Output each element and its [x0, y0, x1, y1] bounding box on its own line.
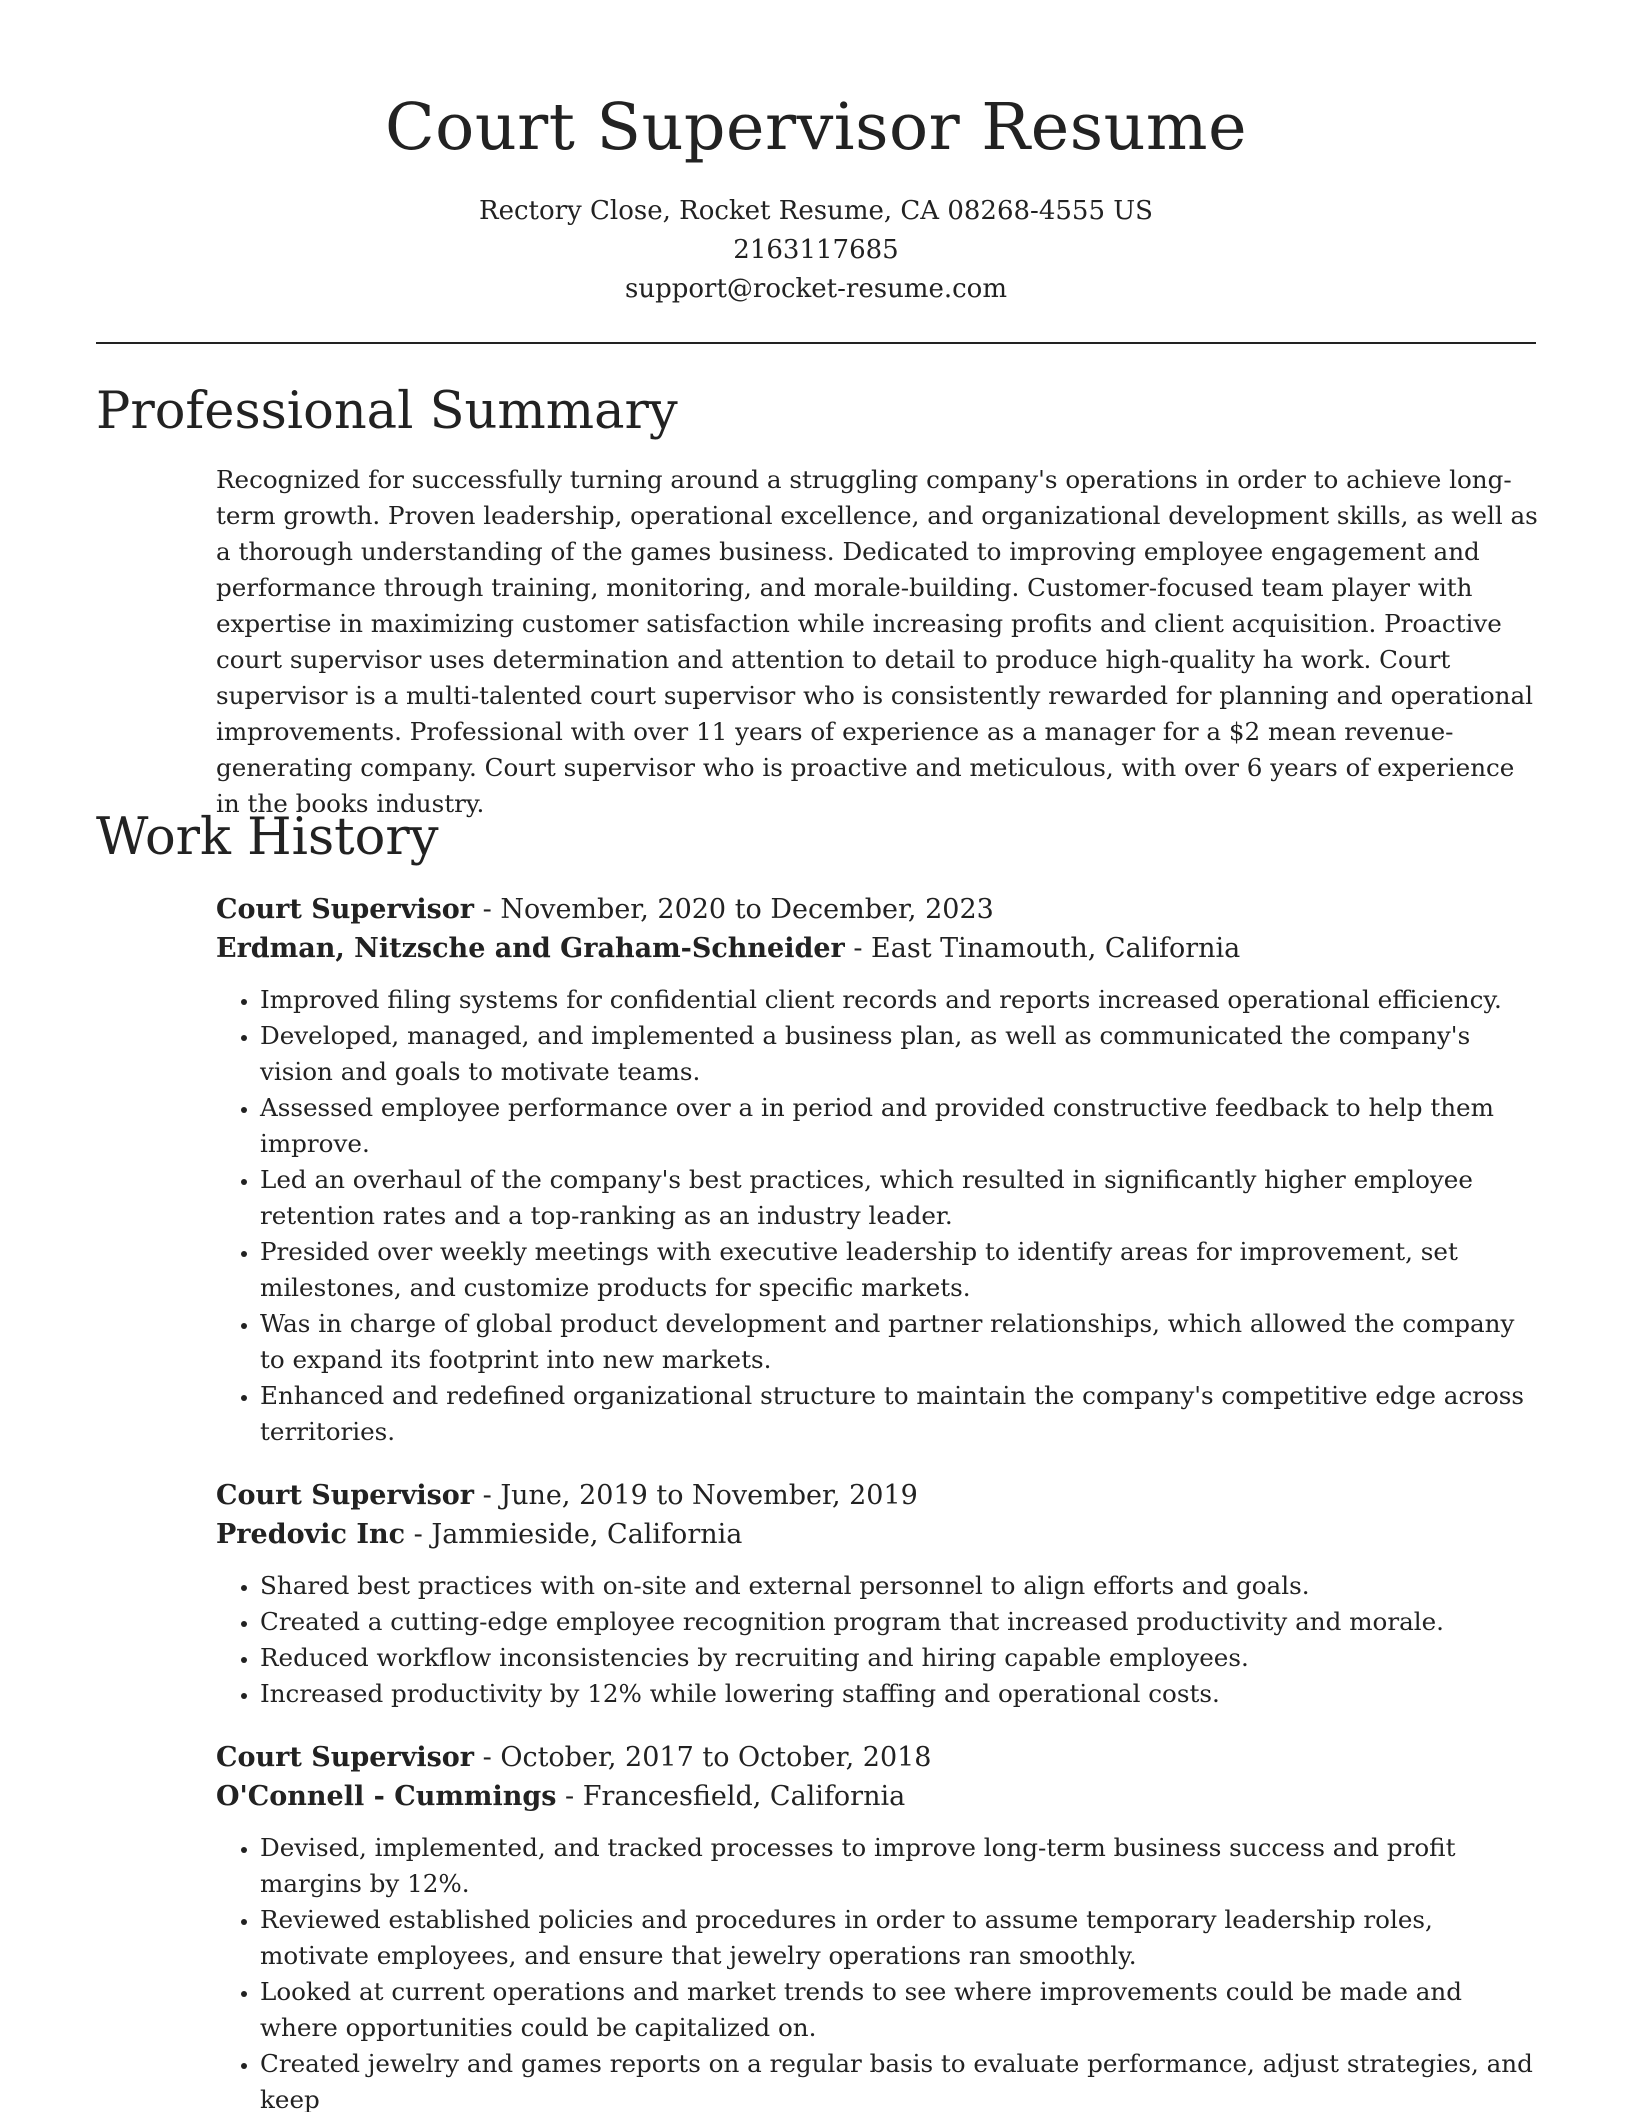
job-company-line — [216, 1777, 1538, 1816]
job-title: Court Supervisor — [216, 894, 475, 925]
job-bullet: • Looked at current operations and market trends to see where improvements could be made and where opportunities could be capitalized on. — [260, 1974, 1538, 2046]
header-divider — [96, 342, 1536, 344]
job-bullet: • Reduced workflow inconsistencies by recruiting and hiring capable employees. — [260, 1640, 1538, 1676]
job-title: Court Supervisor — [216, 1742, 475, 1773]
job-dates: - November, 2020 to December, 2023 — [474, 894, 994, 925]
job-bullets — [216, 1830, 1538, 2112]
resume-header — [96, 80, 1536, 309]
job-company: Predovic Inc — [216, 1519, 406, 1550]
job-bullets — [216, 1568, 1538, 1712]
job-title-line — [216, 1738, 1538, 1777]
contact-block — [96, 192, 1536, 309]
job-dates: - June, 2019 to November, 2019 — [474, 1480, 918, 1511]
job-location: - East Tinamouth, California — [844, 933, 1241, 964]
job-bullet: • Shared best practices with on-site and external personnel to align efforts and goals. — [260, 1568, 1538, 1604]
job-location: - Jammieside, California — [405, 1519, 743, 1550]
job-entry — [216, 1738, 1538, 2112]
job-entry — [216, 890, 1538, 1450]
job-bullet: • Presided over weekly meetings with executive leadership to identify areas for improvement, set milestones, and customize products for specific markets. — [260, 1234, 1538, 1306]
job-title-line — [216, 1476, 1538, 1515]
contact-address: Rectory Close, Rocket Resume, CA 08268-4555 US — [479, 196, 1153, 226]
contact-email: support@rocket-resume.com — [624, 274, 1007, 304]
professional-summary-text: Recognized for successfully turning around a struggling company's operations in order to achieve long-term growth. Proven leadership, operational excellence, and organizational development skills, as well as a thorough understanding of the games business. Dedicated to improving employee engagement and performance through training, monitoring, and morale-building. Customer-focused team player with expertise in maximizing customer satisfaction while increasing profits and client acquisition. Proactive court supervisor uses determination and attention to detail to produce high-quality ha work. Court supervisor is a multi-talented court supervisor who is consistently rewarded for planning and operational improvements. Professional with over 11 years of experience as a manager for a $2 mean revenue-generating company. Court supervisor who is proactive and meticulous, with over 6 years of experience in the books industry. — [216, 465, 1538, 818]
job-bullet: • Led an overhaul of the company's best practices, which resulted in significantly higher employee retention rates and a top-ranking as an industry leader. — [260, 1162, 1538, 1234]
job-bullets — [216, 982, 1538, 1450]
job-bullet: • Assessed employee performance over a in period and provided constructive feedback to help them improve. — [260, 1090, 1538, 1162]
job-bullet: • Enhanced and redefined organizational structure to maintain the company's competitive edge across territories. — [260, 1378, 1538, 1450]
job-bullet: • Reviewed established policies and procedures in order to assume temporary leadership roles, motivate employees, and ensure that jewelry operations ran smoothly. — [260, 1902, 1538, 1974]
job-bullet: • Developed, managed, and implemented a business plan, as well as communicated the company's vision and goals to motivate teams. — [260, 1018, 1538, 1090]
job-location: - Francesfield, California — [556, 1781, 906, 1812]
contact-phone: 2163117685 — [733, 235, 899, 265]
job-bullet: • Created jewelry and games reports on a regular basis to evaluate performance, adjust strategies, and keep — [260, 2046, 1538, 2112]
job-title-line — [216, 890, 1538, 929]
job-company-line — [216, 1515, 1538, 1554]
job-bullet: • Was in charge of global product development and partner relationships, which allowed the company to expand its footprint into new markets. — [260, 1306, 1538, 1378]
work-history-list — [216, 890, 1538, 2112]
job-bullet: • Created a cutting-edge employee recognition program that increased productivity and morale. — [260, 1604, 1538, 1640]
job-title: Court Supervisor — [216, 1480, 475, 1511]
job-dates: - October, 2017 to October, 2018 — [474, 1742, 932, 1773]
job-company-line — [216, 929, 1538, 968]
job-entry — [216, 1476, 1538, 1712]
job-company: O'Connell - Cummings — [216, 1781, 557, 1812]
job-bullet: • Improved filing systems for confidential client records and reports increased operational efficiency. — [260, 982, 1538, 1018]
section-heading-work-history: Work History — [96, 808, 439, 867]
job-company: Erdman, Nitzsche and Graham-Schneider — [216, 933, 845, 964]
job-bullet: • Devised, implemented, and tracked processes to improve long-term business success and profit margins by 12%. — [260, 1830, 1538, 1902]
resume-title: Court Supervisor Resume — [384, 90, 1248, 165]
job-bullet: • Increased productivity by 12% while lowering staffing and operational costs. — [260, 1676, 1538, 1712]
section-heading-professional-summary: Professional Summary — [96, 382, 678, 441]
